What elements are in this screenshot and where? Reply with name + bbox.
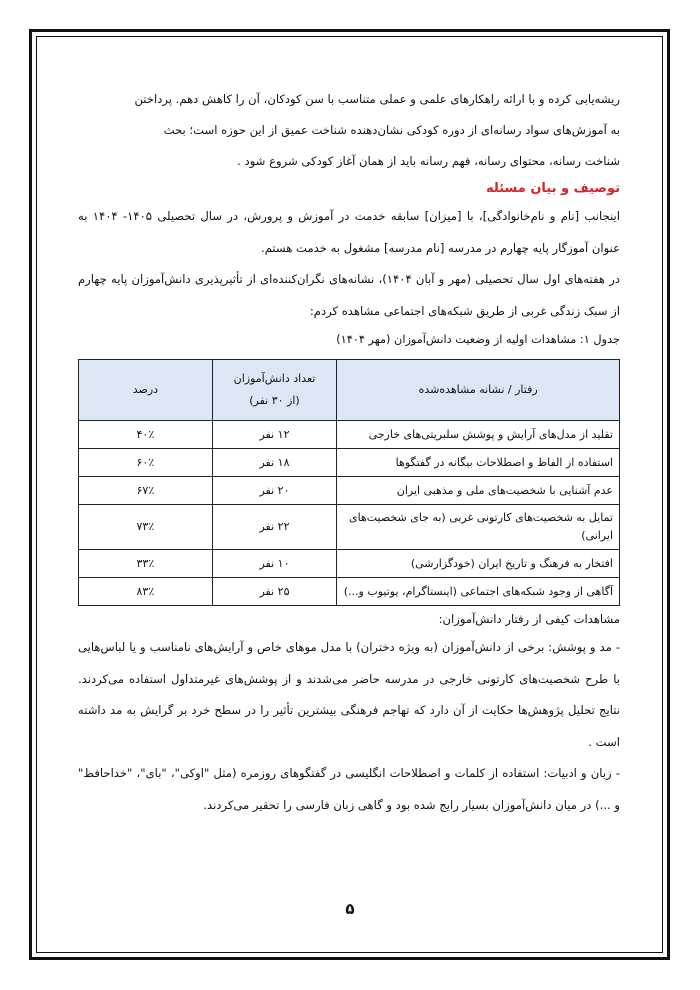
cell-percent: ۶۷٪ [79, 477, 213, 505]
cell-count: ۲۵ نفر [212, 578, 337, 606]
cell-count: ۱۲ نفر [212, 421, 337, 449]
cell-percent: ۶۰٪ [79, 449, 213, 477]
table-row [79, 578, 620, 606]
section-heading: توصیف و بیان مسئله [486, 181, 620, 196]
table-caption: جدول ۱: مشاهدات اولیه از وضعیت دانش‌آموزان (مهر ۱۴۰۴) [336, 333, 620, 346]
section-paragraph-2: در هفته‌های اول سال تحصیلی (مهر و آبان ۱۴۰۴)، نشانه‌های نگران‌کننده‌ای از تأثیرپذیری دانش‌آموزان پایه چهارم از سبک زندگی غربی از طریق شبکه‌های اجتماعی مشاهده کردم: [78, 272, 620, 318]
section-paragraph-1: اینجانب [نام و نام‌خانوادگی]، با [میزان] سابقه خدمت در آموزش و پرورش، در سال تحصیلی ۱۴۰۵- ۱۴۰۴ به عنوان آموزگار پایه چهارم در مدرسه [نام مدرسه] مشغول به خدمت هستم. [78, 209, 621, 255]
cell-percent: ۳۳٪ [79, 550, 213, 578]
observations-table [78, 359, 620, 606]
cell-behavior: تمایل به شخصیت‌های کارتونی غربی (به جای شخصیت‌های ایرانی) [337, 505, 620, 550]
table-row [79, 421, 620, 449]
header-percent: درصد [79, 360, 213, 421]
cell-behavior: عدم آشنایی با شخصیت‌های ملی و مذهبی ایران [337, 477, 620, 505]
cell-behavior: تقلید از مدل‌های آرایش و پوشش سلبریتی‌های خارجی [337, 421, 620, 449]
cell-behavior: افتخار به فرهنگ و تاریخ ایران (خودگزارشی) [337, 550, 620, 578]
intro-line-3: شناخت رسانه، محتوای رسانه، فهم رسانه باید از همان آغاز کودکی شروع شود . [237, 154, 620, 168]
header-count [212, 360, 337, 421]
cell-percent: ۴۰٪ [79, 421, 213, 449]
table-row [79, 550, 620, 578]
page-number: ۵ [345, 900, 355, 918]
cell-percent: ۸۳٪ [79, 578, 213, 606]
cell-count: ۲۰ نفر [212, 477, 337, 505]
observation-language: - زبان و ادبیات: استفاده از کلمات و اصطلاحات انگلیسی در گفتگوهای روزمره (مثل "اوکی"، "بای"، "خداحافظ" و ...) در میان دانش‌آموزان بسیار رایج شده بود و گاهی زبان فارسی را تحقیر می‌کردند. [78, 766, 620, 812]
observation-fashion: - مد و پوشش: برخی از دانش‌آموزان (به ویژه دختران) با مدل موهای خاص و آرایش‌های نامناسب و یا لباس‌هایی با طرح شخصیت‌های کارتونی خارجی در مدرسه حاضر می‌شدند و از پوشش‌های غیرمتداول استفاده می‌کردند. نتایج تحلیل پژوهش‌ها حکایت از آن دارد که تهاجم فرهنگی بیشترین تأثیر را در سطح خرد بر گرایش به مد داشته است . [78, 640, 620, 749]
observations-title: مشاهدات کیفی از رفتار دانش‌آموزان: [438, 612, 620, 626]
header-behavior: رفتار / نشانه مشاهده‌شده [337, 360, 620, 421]
table-row [79, 505, 620, 550]
cell-percent: ۷۳٪ [79, 505, 213, 550]
table-header-row [79, 360, 620, 421]
page-content [78, 84, 620, 821]
cell-count: ۱۸ نفر [212, 449, 337, 477]
cell-behavior: استفاده از الفاظ و اصطلاحات بیگانه در گفتگوها [337, 449, 620, 477]
cell-count: ۲۲ نفر [212, 505, 337, 550]
cell-count: ۱۰ نفر [212, 550, 337, 578]
table-row [79, 449, 620, 477]
header-count-line-1: تعداد دانش‌آموزان [233, 372, 316, 385]
intro-line-1: ریشه‌یابی کرده و با ارائه راهکارهای علمی و عملی متناسب با سن کودکان، آن را کاهش دهم. پرداختن [134, 92, 620, 106]
intro-line-2: به آموزش‌های سواد رسانه‌ای از دوره کودکی نشان‌دهنده شناخت عمیق از این حوزه است؛ بحث [163, 123, 620, 137]
cell-behavior: آگاهی از وجود شبکه‌های اجتماعی (اینستاگرام، یوتیوب و...) [337, 578, 620, 606]
table-row [79, 477, 620, 505]
header-count-line-2: (از ۳۰ نفر) [249, 394, 300, 407]
